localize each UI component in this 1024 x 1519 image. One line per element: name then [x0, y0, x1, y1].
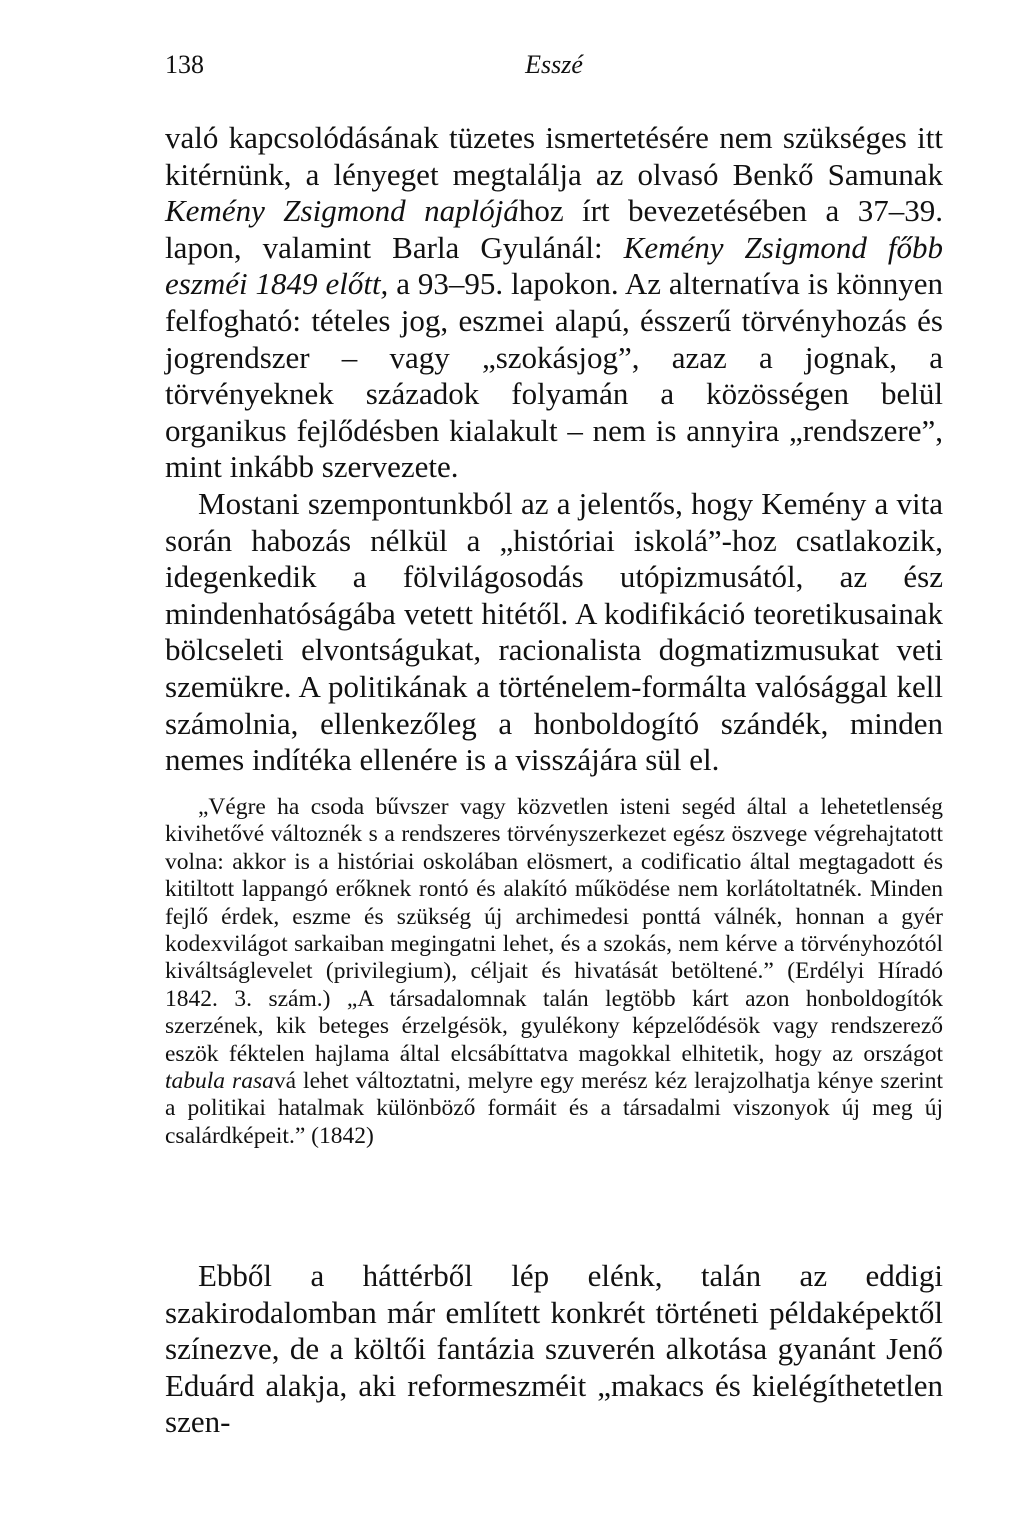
book-title-italic: Kemény Zsigmond naplójá — [165, 193, 519, 229]
paragraph-2: Mostani szempontunkból az a jelentős, hogy Kemény a vita során habozás nélkül a „históriai iskolá”-hoz csatlakozik, idegenkedik a fölvilágosodás utópizmusától, az ész mindenhatóságába vetett hitétől. A kodifikáció teoretikusainak bölcseleti elvontságukat, racionalista dogmatizmusukat veti szemükre. A politikának a történelem-formálta valósággal kell számolnia, ellenkezőleg a honboldogító szándék, minden nemes indítéka ellenére is a visszájára sül el. — [165, 485, 943, 778]
paragraph-1: való kapcsolódásának tüzetes ismertetésére nem szükséges itt kitérnünk, a lényeget megtalálja az olvasó Benkő Samunak Kemény Zsigmond naplójához írt bevezetésében a 37–39. lapon, valamint Barla Gyulánál: Kemény Zsigmond főbb eszméi 1849 előtt, a 93–95. lapokon. Az alternatíva is könnyen felfogható: tételes jog, eszmei alapú, ésszerű törvényhozás és jogrendszer – vagy „szokásjog”, azaz a jognak, a törvényeknek századok folyamán a közösségen belül organikus fejlődésben kialakult – nem is annyira „rendszere”, mint inkább szervezete. — [165, 120, 944, 485]
main-text-upper — [165, 120, 943, 779]
running-head — [165, 50, 943, 90]
paragraph-3: Ebből a háttérből lép elénk, talán az eddigi szakirodalomban már említett konkrét történeti példaképektől színezve, de a költői fantázia szuverén alkotása gyanánt Jenő Eduárd alakja, aki reformeszméit „makacs és kielégíthetetlen szen- — [165, 1258, 943, 1440]
latin-phrase-italic: tabula rasa — [165, 1068, 274, 1095]
page-number: 138 — [165, 50, 204, 79]
running-head-title: Esszé — [525, 50, 583, 79]
block-quotation — [165, 794, 943, 1150]
main-text-lower — [165, 1258, 943, 1441]
quotation-text: „Végre ha csoda bűvszer vagy közvetlen isteni segéd által a lehetetlenség kivihetővé változnék s a rendszeres törvényszerkezet egész öszvege végrehajtatott volna: akkor is a históriai oskolában elösmert, a codificatio által megtagadott és kitiltott lappangó erőknek rontó és alakító működése nem korlátoltatnék. Minden fejlő érdek, eszme és szükség új archimedesi ponttá válnék, honnan a gyér kodexvilágot sarkaiban megingatni lehet, és a szokás, nem kérve a törvényhozótól kiváltságlevelet (privilegium), céljait és hivatását betöltené.” (Erdélyi Híradó 1842. 3. szám.) „A társadalomnak talán legtöbb kárt azon honboldogítók szerzének, kik beteges érzelgésök, gyulékony képzelődésök vagy rendszerező eszök féktelen hajlama által elcsábíttatva magokkal elhitetik, hogy az országot tabula rasavá lehet változtatni, melyre egy merész kéz lerajzolhatja kénye szerint a politikai hatalmak különböző formáit és a társadalmi viszonyok új meg új csalárdképeit.” (1842) — [165, 794, 943, 1149]
work-title-italic: Kemény Zsigmond főbb eszméi 1849 előtt, — [165, 229, 944, 302]
